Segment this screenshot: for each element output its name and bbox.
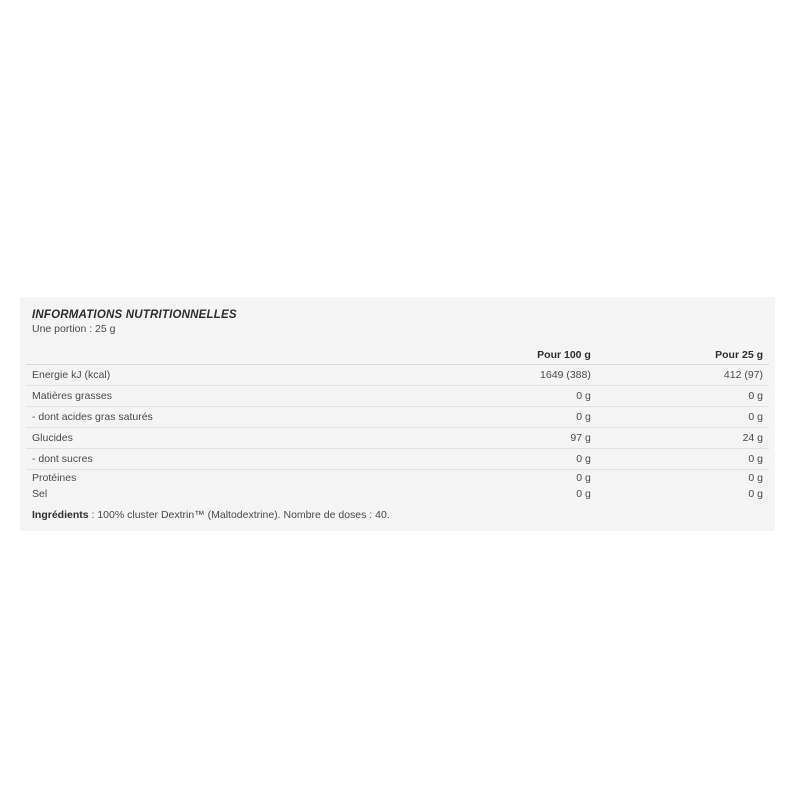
nutrition-information-panel [20, 297, 775, 531]
row-label: - dont acides gras saturés [26, 407, 408, 428]
table-header-row [26, 345, 769, 365]
table-row [26, 365, 769, 386]
row-value-per-100g: 97 g [408, 428, 597, 449]
panel-title: INFORMATIONS NUTRITIONNELLES [32, 309, 237, 321]
table-row [26, 470, 769, 487]
column-header-per-25g: Pour 25 g [597, 345, 769, 365]
row-value-per-25g: 0 g [597, 386, 769, 407]
row-value-per-25g: 0 g [597, 407, 769, 428]
ingredients-text: : 100% cluster Dextrin™ (Maltodextrine). Nombre de doses : 40. [88, 509, 390, 521]
nutrition-table-body [26, 365, 769, 504]
row-value-per-100g: 0 g [576, 488, 591, 500]
table-row [26, 486, 769, 503]
column-header-nutrient [26, 345, 408, 365]
row-value-per-25g: 0 g [597, 449, 769, 470]
row-label: - dont sucres [26, 449, 408, 470]
row-value-per-100g: 0 g [408, 386, 597, 407]
row-value-per-100g: 0 g [576, 472, 591, 484]
row-value-per-25g: 24 g [597, 428, 769, 449]
table-row [26, 407, 769, 428]
row-label: Glucides [26, 428, 408, 449]
table-row [26, 449, 769, 470]
row-value-per-25g: 412 (97) [597, 365, 769, 386]
table-row [26, 386, 769, 407]
row-label: Matières grasses [26, 386, 408, 407]
row-value-per-100g: 0 g [408, 449, 597, 470]
ingredients-label: Ingrédients [32, 509, 89, 521]
row-label: Protéines [32, 472, 77, 484]
nutrition-table-header [26, 345, 769, 365]
row-value-per-100g: 1649 (388) [408, 365, 597, 386]
row-value-per-25g: 0 g [748, 472, 763, 484]
row-value-per-25g: 0 g [748, 488, 763, 500]
row-label: Energie kJ (kcal) [26, 365, 408, 386]
table-row [26, 428, 769, 449]
column-header-per-100g: Pour 100 g [408, 345, 597, 365]
row-value-per-100g: 0 g [408, 407, 597, 428]
ingredients-line [32, 509, 769, 521]
nutrition-table [26, 345, 769, 503]
panel-subtitle-serving: Une portion : 25 g [32, 323, 116, 335]
row-label: Sel [32, 488, 48, 500]
